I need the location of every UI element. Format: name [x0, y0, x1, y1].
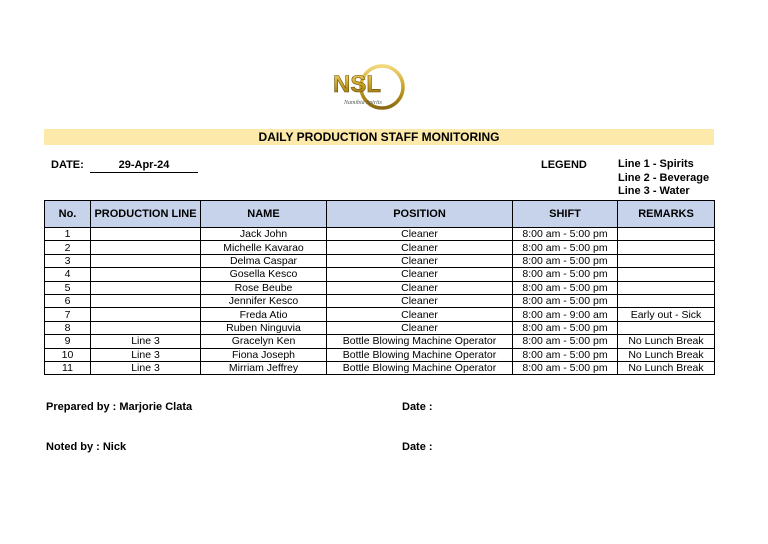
cell-position: Cleaner: [327, 241, 513, 254]
cell-remarks: Early out - Sick: [618, 308, 715, 321]
cell-remarks: No Lunch Break: [618, 348, 715, 361]
cell-remarks: [618, 268, 715, 281]
cell-production-line: [91, 281, 201, 294]
table-row: [45, 294, 715, 307]
cell-production-line: [91, 294, 201, 307]
cell-shift: 8:00 am - 5:00 pm: [513, 254, 618, 267]
date-label: DATE:: [51, 159, 84, 171]
cell-shift: 8:00 am - 5:00 pm: [513, 361, 618, 374]
cell-position: Bottle Blowing Machine Operator: [327, 361, 513, 374]
cell-no: 9: [45, 335, 91, 348]
cell-name: Fiona Joseph: [201, 348, 327, 361]
cell-no: 7: [45, 308, 91, 321]
header-production-line: PRODUCTION LINE: [91, 201, 201, 228]
legend-item: Line 2 - Beverage: [618, 171, 710, 184]
cell-shift: 8:00 am - 5:00 pm: [513, 335, 618, 348]
header-position: POSITION: [327, 201, 513, 228]
legend-item: Line 1 - Spirits: [618, 158, 694, 170]
cell-remarks: [618, 294, 715, 307]
table-row: [45, 281, 715, 294]
table-row: [45, 361, 715, 374]
table-header-row: [45, 201, 715, 228]
legend-list: [618, 158, 709, 199]
cell-production-line: [91, 254, 201, 267]
cell-production-line: [91, 268, 201, 281]
cell-no: 5: [45, 281, 91, 294]
cell-name: Michelle Kavarao: [201, 241, 327, 254]
cell-position: Cleaner: [327, 294, 513, 307]
header-remarks: REMARKS: [618, 201, 715, 228]
table-row: [45, 254, 715, 267]
prepared-by: Prepared by : Marjorie Clata: [46, 401, 193, 413]
cell-name: Jack John: [201, 228, 327, 241]
cell-no: 1: [45, 228, 91, 241]
cell-production-line: [91, 308, 201, 321]
cell-name: Freda Atio: [201, 308, 327, 321]
cell-name: Gracelyn Ken: [201, 335, 327, 348]
cell-no: 2: [45, 241, 91, 254]
cell-name: Mirriam Jeffrey: [201, 361, 327, 374]
table-row: [45, 228, 715, 241]
table-row: [45, 335, 715, 348]
cell-no: 8: [45, 321, 91, 334]
cell-remarks: [618, 241, 715, 254]
cell-name: Delma Caspar: [201, 254, 327, 267]
legend-item: Line 3 - Water: [618, 185, 690, 197]
cell-position: Cleaner: [327, 321, 513, 334]
noted-by: Noted by : Nick: [46, 441, 127, 453]
table-row: [45, 268, 715, 281]
cell-no: 11: [45, 361, 91, 374]
noted-date: Date :: [402, 441, 433, 453]
cell-shift: 8:00 am - 5:00 pm: [513, 294, 618, 307]
cell-production-line: Line 3: [91, 361, 201, 374]
cell-name: Gosella Kesco: [201, 268, 327, 281]
cell-name: Ruben Ninguvia: [201, 321, 327, 334]
staff-table: [44, 200, 715, 375]
cell-shift: 8:00 am - 5:00 pm: [513, 281, 618, 294]
cell-position: Cleaner: [327, 268, 513, 281]
cell-remarks: No Lunch Break: [618, 335, 715, 348]
table-row: [45, 308, 715, 321]
cell-position: Cleaner: [327, 308, 513, 321]
cell-no: 3: [45, 254, 91, 267]
cell-position: Cleaner: [327, 281, 513, 294]
cell-production-line: Line 3: [91, 335, 201, 348]
cell-position: Cleaner: [327, 228, 513, 241]
cell-shift: 8:00 am - 5:00 pm: [513, 268, 618, 281]
document-title: DAILY PRODUCTION STAFF MONITORING: [44, 129, 714, 145]
cell-shift: 8:00 am - 5:00 pm: [513, 228, 618, 241]
cell-production-line: Line 3: [91, 348, 201, 361]
cell-production-line: [91, 228, 201, 241]
cell-name: Jennifer Kesco: [201, 294, 327, 307]
cell-position: Bottle Blowing Machine Operator: [327, 335, 513, 348]
date-value: 29-Apr-24: [90, 159, 198, 173]
table-row: [45, 321, 715, 334]
table-row: [45, 348, 715, 361]
cell-position: Bottle Blowing Machine Operator: [327, 348, 513, 361]
table-body: [45, 228, 715, 375]
table-row: [45, 241, 715, 254]
logo-script: Namibia Spirits: [344, 100, 382, 106]
cell-production-line: [91, 321, 201, 334]
cell-no: 6: [45, 294, 91, 307]
header-name: NAME: [201, 201, 327, 228]
company-logo: [330, 62, 408, 112]
cell-position: Cleaner: [327, 254, 513, 267]
header-no: No.: [45, 201, 91, 228]
cell-no: 10: [45, 348, 91, 361]
cell-remarks: [618, 321, 715, 334]
cell-remarks: [618, 281, 715, 294]
cell-no: 4: [45, 268, 91, 281]
cell-name: Rose Beube: [201, 281, 327, 294]
cell-shift: 8:00 am - 5:00 pm: [513, 241, 618, 254]
cell-shift: 8:00 am - 9:00 am: [513, 308, 618, 321]
logo-text: NSL: [333, 71, 381, 98]
header-shift: SHIFT: [513, 201, 618, 228]
cell-shift: 8:00 am - 5:00 pm: [513, 321, 618, 334]
cell-remarks: No Lunch Break: [618, 361, 715, 374]
prepared-date: Date :: [402, 401, 433, 413]
cell-remarks: [618, 228, 715, 241]
cell-shift: 8:00 am - 5:00 pm: [513, 348, 618, 361]
legend-label: LEGEND: [541, 159, 587, 171]
cell-remarks: [618, 254, 715, 267]
cell-production-line: [91, 241, 201, 254]
